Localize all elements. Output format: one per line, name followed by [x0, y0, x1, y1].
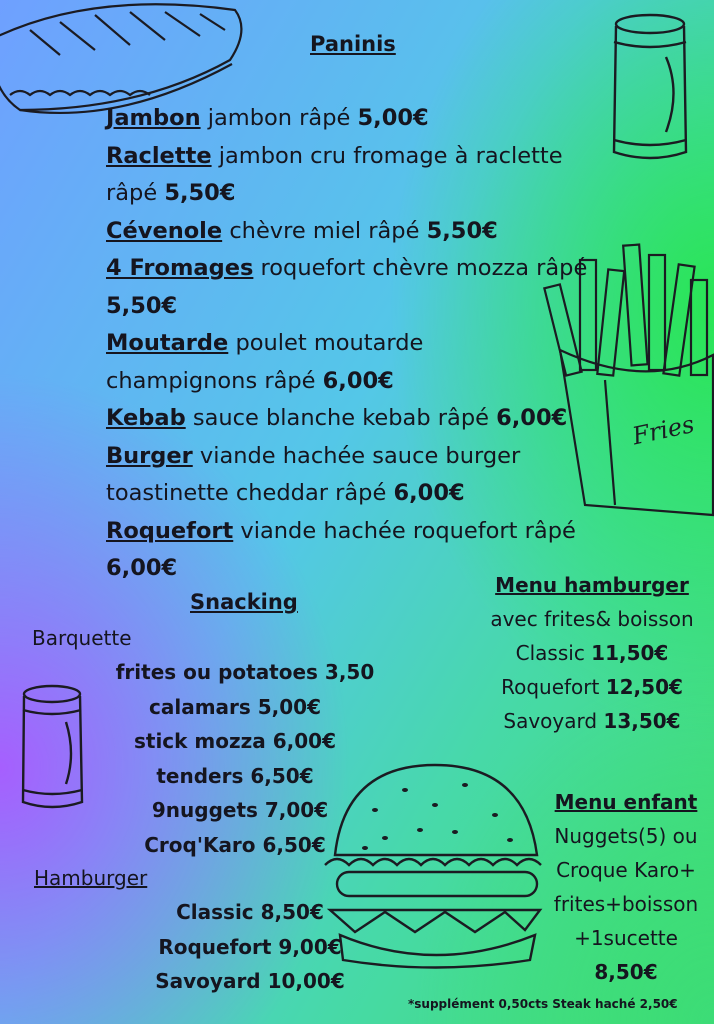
panini-desc: sauce blanche kebab râpé: [192, 405, 489, 431]
panini-name: Roquefort: [106, 517, 234, 544]
barquette-item: frites ou potatoes 3,50: [115, 660, 375, 684]
panini-desc: jambon râpé: [207, 105, 351, 131]
panini-name: Cévenole: [106, 217, 223, 244]
panini-item: [106, 100, 616, 138]
menu-hamburger-item-name: Savoyard: [503, 709, 598, 733]
panini-item: [106, 438, 576, 513]
hamburger-item: Roquefort 9,00€: [158, 934, 342, 959]
menu-hamburger-item: [470, 636, 714, 670]
fries-label: Fries: [629, 409, 697, 451]
menu-hamburger-item: [470, 670, 714, 704]
menu-hamburger-item: [470, 704, 714, 738]
barquette-list: [100, 655, 390, 862]
menu-enfant-price: 8,50€: [594, 960, 658, 984]
panini-desc: chèvre miel râpé: [229, 217, 420, 244]
snacking-title: Snacking: [190, 590, 298, 614]
panini-price: 5,00€: [357, 105, 429, 131]
menu-enfant-section: [538, 785, 714, 989]
menu-hamburger-title: Menu hamburger: [495, 573, 689, 597]
soda-can-illustration: [606, 12, 696, 167]
panini-item: [106, 138, 616, 213]
panini-price: 5,50€: [426, 217, 498, 244]
menu-hamburger-item-name: Classic: [515, 641, 585, 665]
paninis-title: Paninis: [310, 32, 396, 56]
menu-enfant-line: frites+boisson: [553, 892, 699, 916]
menu-hamburger-item-price: 13,50€: [603, 709, 681, 733]
panini-name: Burger: [106, 442, 193, 469]
menu-enfant-line: +1sucette: [574, 926, 678, 950]
panini-desc: roquefort chèvre mozza râpé: [260, 255, 588, 281]
menu-hamburger-subtitle: avec frites& boisson: [490, 607, 694, 631]
menu-enfant-line: Croque Karo+: [556, 858, 696, 882]
menu-enfant-line: Nuggets(5) ou: [554, 824, 698, 848]
menu-hamburger-item-price: 12,50€: [605, 675, 683, 699]
panini-price: 6,00€: [393, 480, 465, 506]
panini-desc: viande hachée roquefort râpé: [240, 517, 576, 544]
hamburger-list: [130, 895, 370, 999]
menu-enfant-title: Menu enfant: [554, 790, 698, 814]
barquette-item: calamars 5,00€: [148, 694, 322, 719]
panini-item: [106, 325, 486, 400]
panini-name: Kebab: [106, 405, 186, 431]
footnote: *supplément 0,50cts Steak haché 2,50€: [408, 997, 678, 1011]
barquette-label: Barquette: [32, 626, 132, 650]
panini-item: [106, 213, 616, 251]
panini-item: [106, 250, 616, 325]
barquette-item: Croq'Karo 6,50€: [144, 832, 326, 857]
barquette-item: tenders 6,50€: [156, 763, 314, 788]
hamburger-item: Savoyard 10,00€: [155, 969, 345, 993]
panini-price: 6,00€: [496, 405, 568, 431]
menu-hamburger-item-name: Roquefort: [501, 675, 600, 699]
barquette-item: 9nuggets 7,00€: [151, 798, 329, 822]
panini-name: Moutarde: [106, 330, 229, 356]
panini-name: Raclette: [106, 142, 212, 169]
menu-hamburger-item-price: 11,50€: [591, 641, 669, 665]
barquette-item: stick mozza 6,00€: [133, 729, 337, 753]
panini-desc: viande hachée sauce burger toastinette cheddar râpé: [106, 442, 521, 506]
panini-price: 6,00€: [322, 367, 394, 394]
panini-name: Jambon: [106, 105, 201, 131]
hamburger-item: Classic 8,50€: [176, 900, 324, 924]
panini-desc: jambon cru fromage à raclette râpé: [106, 142, 563, 206]
panini-item: [106, 400, 616, 438]
menu-hamburger-section: [470, 568, 714, 738]
panini-name: 4 Fromages: [106, 255, 254, 281]
panini-price: 5,50€: [164, 180, 236, 206]
panini-desc: poulet moutarde champignons râpé: [106, 330, 424, 394]
panini-price: 5,50€: [106, 292, 178, 319]
panini-price: 6,00€: [106, 555, 178, 581]
paninis-list: [106, 100, 616, 588]
hamburger-label: Hamburger: [34, 866, 148, 890]
